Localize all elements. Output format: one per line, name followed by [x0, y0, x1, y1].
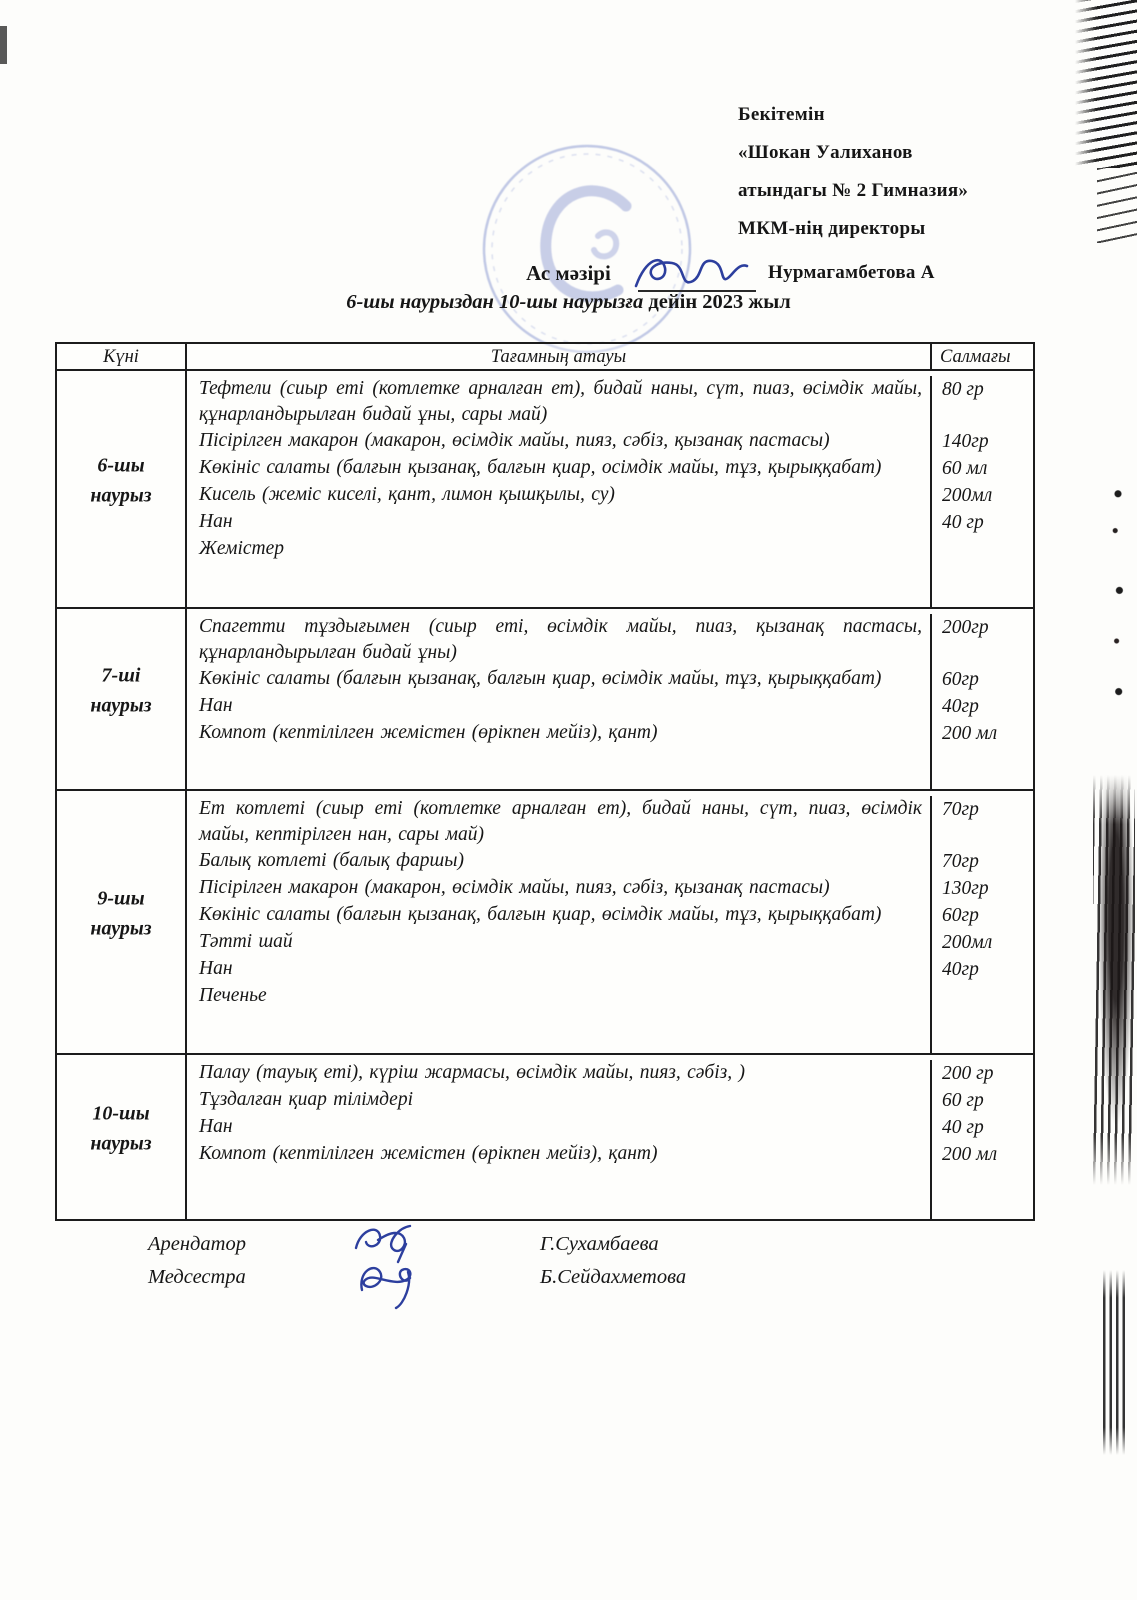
- weight-text: 70гр: [930, 796, 1033, 848]
- row-filler: [187, 747, 1033, 789]
- weight-text: 200гр: [930, 614, 1033, 666]
- sign-role: Арендатор: [148, 1233, 246, 1255]
- day-cell: [57, 609, 187, 789]
- sign-role: Медсестра: [148, 1266, 246, 1288]
- menu-item: [187, 376, 1033, 428]
- menu-item: [187, 983, 1033, 1009]
- dish-text: Тефтели (сиыр еті (котлетке арналған ет), бидай наны, сүт, пиаз, өсімдік майы, құнарландырылған бидай ұны, сары май): [199, 378, 922, 425]
- weight-text: 200 мл: [930, 1141, 1033, 1168]
- menu-item: [187, 1141, 1033, 1168]
- dish-text: Балық котлеті (балық фаршы): [199, 850, 464, 871]
- dish-text: Печенье: [199, 985, 267, 1006]
- menu-item: [187, 509, 1033, 536]
- weight-text: 60 мл: [930, 455, 1033, 482]
- weight-text: 60гр: [930, 902, 1033, 929]
- day-label: 9-шы наурыз: [90, 887, 152, 940]
- menu-item: [187, 1087, 1033, 1114]
- day-cell: [57, 1055, 187, 1219]
- menu-rows: [57, 371, 1033, 1219]
- dish-text: Пісірілген макарон (макарон, өсімдік майы, пияз, сәбіз, қызанақ пастасы): [199, 430, 830, 451]
- weight-text: 60гр: [930, 666, 1033, 693]
- weight-text: 80 гр: [930, 376, 1033, 428]
- day-cell: [57, 371, 187, 607]
- approval-line: МКМ-нің директоры: [738, 218, 926, 239]
- dish-text: Спагетти тұздығымен (сиыр еті, өсімдік майы, пиаз, қызанақ пастасы, құнарландырылған бидай ұны): [199, 616, 922, 663]
- weight-text: 40 гр: [930, 509, 1033, 536]
- menu-item: [187, 796, 1033, 848]
- menu-item: [187, 536, 1033, 562]
- page-title: Ас мәзірі: [526, 261, 611, 285]
- director-name: Нурмагамбетова А: [768, 262, 935, 283]
- menu-item: [187, 956, 1033, 983]
- dish-text: Кисель (жеміс киселі, қант, лимон қышқылы, су): [199, 484, 615, 505]
- menu-item: [187, 1114, 1033, 1141]
- subtitle-dates: 6-шы наурыздан 10-шы наурызға: [346, 291, 644, 313]
- dish-text: Ет котлеті (сиыр еті (котлетке арналған ет), бидай наны, сүт, пиаз, өсімдік майы, кептірілген нан, сары май): [199, 798, 922, 845]
- dish-text: Нан: [199, 958, 233, 979]
- weight-text: 40гр: [930, 956, 1033, 983]
- sign-line: [148, 1266, 840, 1299]
- menu-item: [187, 666, 1033, 693]
- weight-text: 130гр: [930, 875, 1033, 902]
- dish-text: Нан: [199, 695, 233, 716]
- day-label: 7-ші наурыз: [90, 664, 152, 717]
- weight-text: 200 мл: [930, 720, 1033, 747]
- sign-name: Б.Сейдахметова: [540, 1266, 687, 1288]
- day-label: 10-шы наурыз: [90, 1102, 152, 1155]
- scanner-streak-bottom: [1103, 1270, 1129, 1455]
- menu-item: [187, 455, 1033, 482]
- day-cell: [57, 791, 187, 1053]
- menu-item: [187, 1060, 1033, 1087]
- weight-text: 200 гр: [930, 1060, 1033, 1087]
- weight-text: 40гр: [930, 693, 1033, 720]
- day-label: 6-шы наурыз: [90, 454, 152, 507]
- dish-text: Компот (кептілілген жемістен (өрікпен мейіз), қант): [199, 1143, 658, 1164]
- menu-item: [187, 614, 1033, 666]
- header-day: Күні: [57, 344, 187, 369]
- menu-item: [187, 875, 1033, 902]
- menu-table: [55, 342, 1035, 1221]
- footer-signatures: [148, 1233, 840, 1299]
- header-weight: Салмағы: [930, 344, 1033, 369]
- menu-item: [187, 428, 1033, 455]
- menu-row: [57, 1055, 1033, 1219]
- approval-line: атындагы № 2 Гимназия»: [738, 180, 969, 201]
- table-header-row: [57, 344, 1033, 371]
- menu-item: [187, 693, 1033, 720]
- menu-item: [187, 902, 1033, 929]
- weight-text: 200мл: [930, 929, 1033, 956]
- dish-text: Нан: [199, 1116, 233, 1137]
- dish-text: Көкініс салаты (балғын қызанақ, балғын қиар, осімдік майы, тұз, қырыққабат): [199, 457, 882, 478]
- scanner-mark-topleft: [0, 26, 7, 64]
- scanner-streak-top: [1075, 0, 1137, 168]
- dish-text: Тұздалған қиар тілімдері: [199, 1089, 414, 1110]
- scanner-streak-middle: [1093, 775, 1135, 1185]
- weight-text: 200мл: [930, 482, 1033, 509]
- dish-text: Палау (тауық еті), күріш жармасы, өсімдік майы, пияз, сәбіз, ): [199, 1062, 746, 1083]
- weight-text: 140гр: [930, 428, 1033, 455]
- dish-text: Жемістер: [199, 538, 285, 559]
- row-filler: [187, 1009, 1033, 1053]
- items-column: [187, 791, 1033, 1053]
- sign-name: Г.Сухамбаева: [540, 1233, 659, 1255]
- dish-text: Компот (кептілілген жемістен (өрікпен мейіз), қант): [199, 722, 658, 743]
- approval-line: Бекітемін: [738, 104, 825, 125]
- menu-item: [187, 848, 1033, 875]
- weight-text: 70гр: [930, 848, 1033, 875]
- scanner-speckles: [1111, 480, 1125, 710]
- row-filler: [187, 1168, 1033, 1219]
- menu-item: [187, 720, 1033, 747]
- header-dish: Тағамның атауы: [490, 347, 627, 367]
- items-column: [187, 371, 1033, 607]
- sign-line: [148, 1233, 840, 1266]
- scanner-streak-top2: [1097, 168, 1137, 243]
- menu-item: [187, 482, 1033, 509]
- items-column: [187, 1055, 1033, 1219]
- menu-row: [57, 609, 1033, 791]
- weight-text: 60 гр: [930, 1087, 1033, 1114]
- menu-row: [57, 371, 1033, 609]
- dish-text: Нан: [199, 511, 233, 532]
- weight-text: [930, 536, 1033, 562]
- dish-text: Көкініс салаты (балғын қызанақ, балғын қиар, өсімдік майы, тұз, қырыққабат): [199, 904, 882, 925]
- weight-text: [930, 983, 1033, 1009]
- items-column: [187, 609, 1033, 789]
- approval-line: «Шокан Уалиханов: [738, 142, 913, 163]
- subtitle-year: дейін 2023 жыл: [643, 291, 791, 313]
- menu-row: [57, 791, 1033, 1055]
- row-filler: [187, 562, 1033, 607]
- dish-text: Көкініс салаты (балғын қызанақ, балғын қиар, өсімдік майы, тұз, қырыққабат): [199, 668, 882, 689]
- menu-item: [187, 929, 1033, 956]
- page-subtitle: [0, 291, 1137, 314]
- weight-text: 40 гр: [930, 1114, 1033, 1141]
- dish-text: Пісірілген макарон (макарон, өсімдік майы, пияз, сәбіз, қызанақ пастасы): [199, 877, 830, 898]
- dish-text: Тәтті шай: [199, 931, 293, 952]
